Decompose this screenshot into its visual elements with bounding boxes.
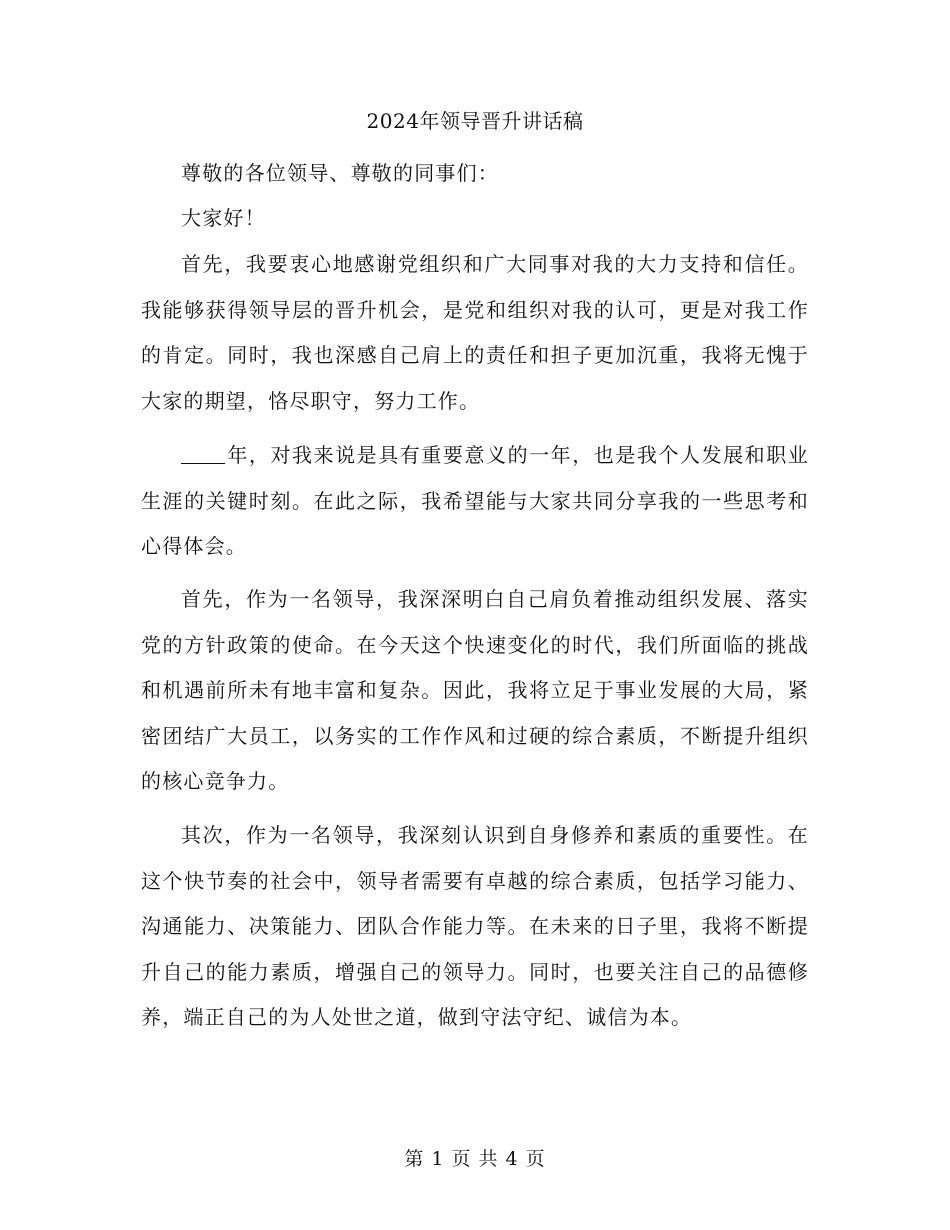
paragraph-2-text: 年，对我来说是具有重要意义的一年，也是我个人发展和职业生涯的关键时刻。在此之际，我希望能与大家共同分享我的一些思考和心得体会。 [141, 443, 809, 558]
paragraph-1: 首先，我要衷心地感谢党组织和广大同事对我的大力支持和信任。我能够获得领导层的晋升机会，是党和组织对我的认可，更是对我工作的肯定。同时，我也深感自己肩上的责任和担子更加沉重，我将无愧于大家的期望，恪尽职守，努力工作。 [141, 252, 809, 413]
salutation: 尊敬的各位领导、尊敬的同事们： [181, 161, 499, 185]
paragraph-2 [141, 433, 809, 570]
fill-in-blank [181, 441, 225, 464]
document-title: 2024年领导晋升讲话稿 [366, 109, 584, 133]
paragraph-3: 首先，作为一名领导，我深深明白自己肩负着推动组织发展、落实党的方针政策的使命。在今天这个快速变化的时代，我们所面临的挑战和机遇前所未有地丰富和复杂。因此，我将立足于事业发展的大局，紧密团结广大员工，以务实的工作作风和过硬的综合素质，不断提升组织的核心竞争力。 [141, 587, 809, 793]
greeting: 大家好！ [181, 206, 266, 230]
page-number: 第 1 页 共 4 页 [404, 1148, 546, 1170]
paragraph-4: 其次，作为一名领导，我深刻认识到自身修养和素质的重要性。在这个快节奏的社会中，领导者需要有卓越的综合素质，包括学习能力、沟通能力、决策能力、团队合作能力等。在未来的日子里，我将不断提升自己的能力素质，增强自己的领导力。同时，也要关注自己的品德修养，端正自己的为人处世之道，做到守法守纪、诚信为本。 [141, 823, 809, 1029]
